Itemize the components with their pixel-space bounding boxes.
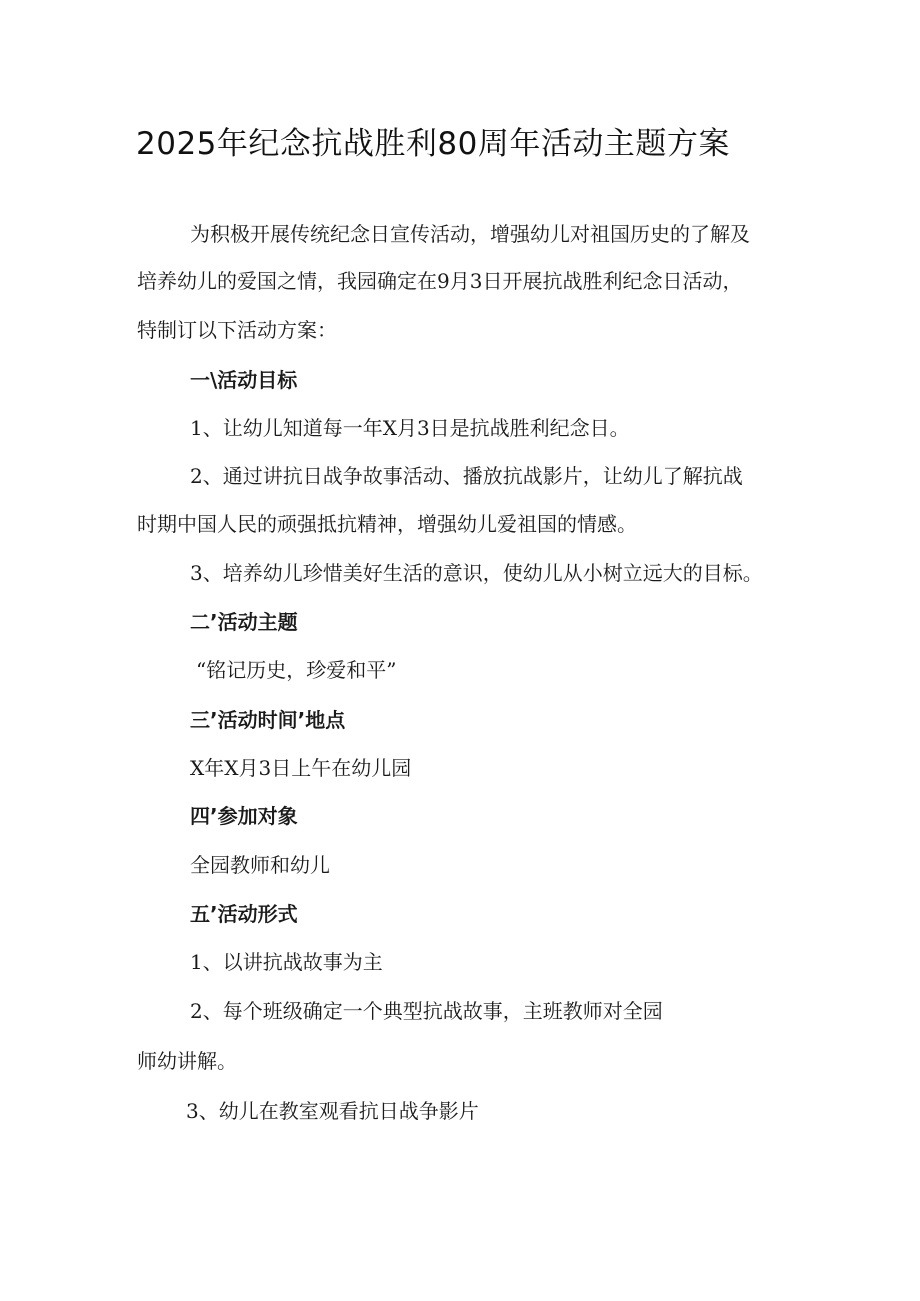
intro-line-1: 为积极开展传统纪念日宣传活动，增强幼儿对祖国历史的了解及 [190, 222, 750, 246]
section-5-item-1: 1、以讲抗战故事为主 [190, 950, 383, 974]
section-5-item-2-cont: 师幼讲解。 [137, 1049, 237, 1073]
intro-line-2: 培养幼儿的爱国之情，我园确定在9月3日开展抗战胜利纪念日活动， [137, 269, 743, 293]
section-3-heading: 三’活动时间’地点 [190, 708, 346, 732]
section-1-item-2: 2、通过讲抗日战争故事活动、播放抗战影片，让幼儿了解抗战 [190, 464, 743, 488]
intro-line-3: 特制订以下活动方案： [137, 318, 337, 342]
section-5-item-2: 2、每个班级确定一个典型抗战故事，主班教师对全园 [190, 999, 663, 1023]
section-5-item-3: 3、幼儿在教室观看抗日战争影片 [186, 1099, 479, 1123]
section-1-item-3: 3、培养幼儿珍惜美好生活的意识，使幼儿从小树立远大的目标。 [190, 561, 763, 585]
section-2-theme: “铭记历史，珍爱和平” [196, 658, 397, 682]
section-4-text: 全园教师和幼儿 [190, 853, 330, 877]
section-5-heading: 五’活动形式 [190, 902, 298, 926]
section-1-item-1: 1、让幼儿知道每一年X月3日是抗战胜利纪念日。 [190, 416, 630, 440]
section-1-heading: 一\活动目标 [190, 368, 298, 392]
section-4-heading: 四’参加对象 [190, 804, 298, 828]
section-1-item-2-cont: 时期中国人民的顽强抵抗精神，增强幼儿爱祖国的情感。 [137, 512, 637, 536]
document-title: 2025年纪念抗战胜利80周年活动主题方案 [136, 126, 730, 162]
section-2-heading: 二’活动主题 [190, 610, 298, 634]
section-3-text: X年X月3日上午在幼儿园 [190, 756, 412, 780]
